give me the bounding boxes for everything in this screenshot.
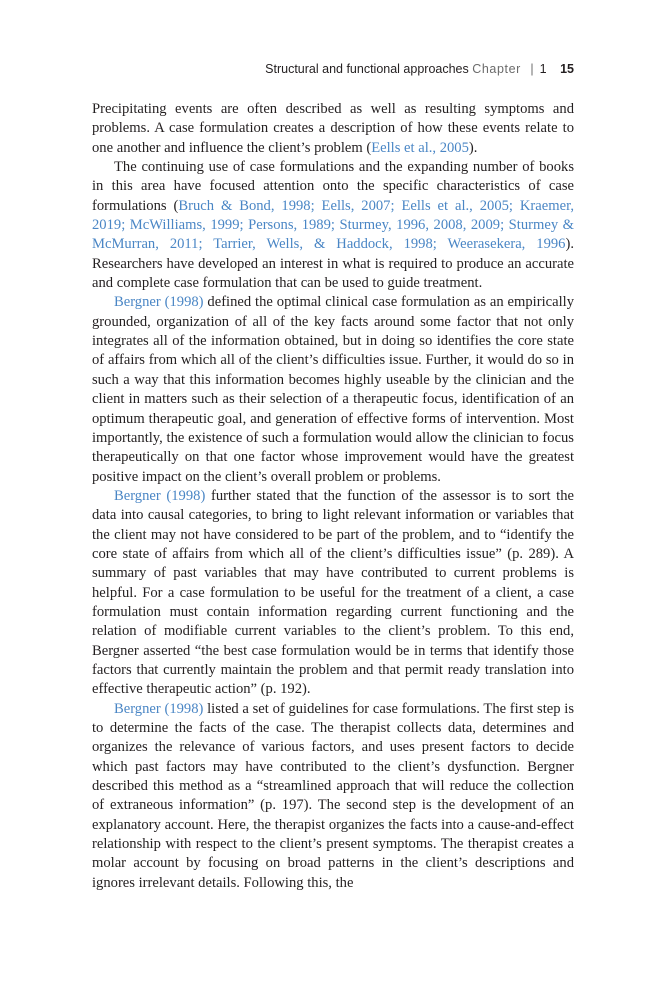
paragraph-4 [92,487,574,700]
paragraph-3 [92,293,574,486]
chapter-number: 1 [539,62,547,76]
paragraph-1 [92,100,574,158]
paragraph-text: The continuing use of case formulations and the expanding number of books in this area have focused attention onto the specific characteristics of case formulations ( [92,159,574,214]
paragraph-text: defined the optimal clinical case formulation as an empirically grounded, organization of all of the key facts around some factor that not only integrates all of the information obtained, but in doing so identifies the core state of affairs from which all of the client’s difficulties issue. Further, it would do so in such a way that this information becomes highly useable by the clinician and the client in matters such as their selection of a therapeutic focus, identification of an optimum therapeutic goal, and generation of effective forms of intervention. Most importantly, the existence of such a formulation would allow the clinician to focus therapeutically on that one factor whose improvement would have the greatest positive impact on the client’s overall problem or problems. [92,294,574,485]
page-number: 15 [560,62,574,76]
citation-link[interactable]: Bergner (1998) [114,700,204,717]
paragraph-text: listed a set of guidelines for case formulations. The first step is to determine the facts of the case. The therapist collects data, determines and organizes the relevance of various factors, and uses present factors to decide which past factors may have contributed to the client’s dysfunction. Bergner described this method as a “streamlined approach that will reduce the collection of extraneous information” (p. 197). The second step is the development of an explanatory account. Here, the therapist organizes the facts into a cause-and-effect relationship with respect to the client’s present symptoms. The therapist creates a molar account by focusing on broad patterns in the client’s descriptions and ignores irrelevant details. Following this, the [92,700,575,891]
chapter-label: Chapter [472,62,521,76]
paragraph-text: ). Researchers have developed an interest in what is required to produce an accurate and complete case formulation that can be used to guide treatment. [92,236,574,292]
paragraph-text: ). [468,139,478,156]
citation-link[interactable]: Bruch & Bond, 1998; Eells, 2007; Eells et al., 2005; Kraemer, 2019; McWilliams, 1999; Persons, 1989; Sturmey, 1996, 2008, 2009; Sturmey & McMurran, 2011; Tarrier, Wells, & Haddock, 1998; Weerasekera, 1996 [92,197,574,253]
paragraph-text: Precipitating events are often described as well as resulting symptoms and problems. A case formulation creates a description of how these events relate to one another and influence the client’s problem ( [92,101,574,156]
running-head-separator: | [530,62,534,76]
citation-link[interactable]: Eells et al., 2005 [371,139,469,156]
citation-link[interactable]: Bergner (1998) [114,487,206,504]
citation-link[interactable]: Bergner (1998) [114,294,204,311]
running-head [92,62,574,76]
paragraph-2 [92,158,574,293]
running-head-title: Structural and functional approaches [265,62,469,76]
paragraph-5 [92,700,574,893]
paragraph-text: further stated that the function of the assessor is to sort the data into causal categories, to bring to light relevant information or variables that the client may not have considered to be part of the problem, and to “identify the core state of affairs from which all of the client’s difficulties issue” (p. 289). A summary of past variables that may have contributed to current problems is helpful. For a case formulation to be useful for the treatment of a client, a case formulation must contain information regarding current functioning and the relation of modifiable current variables to the client’s problem. To this end, Bergner asserted “the best case formulation would be in terms that identify those factors that currently maintain the problem and that permit ready translation into effective therapeutic action” (p. 192). [92,487,574,698]
body-text [92,100,574,893]
